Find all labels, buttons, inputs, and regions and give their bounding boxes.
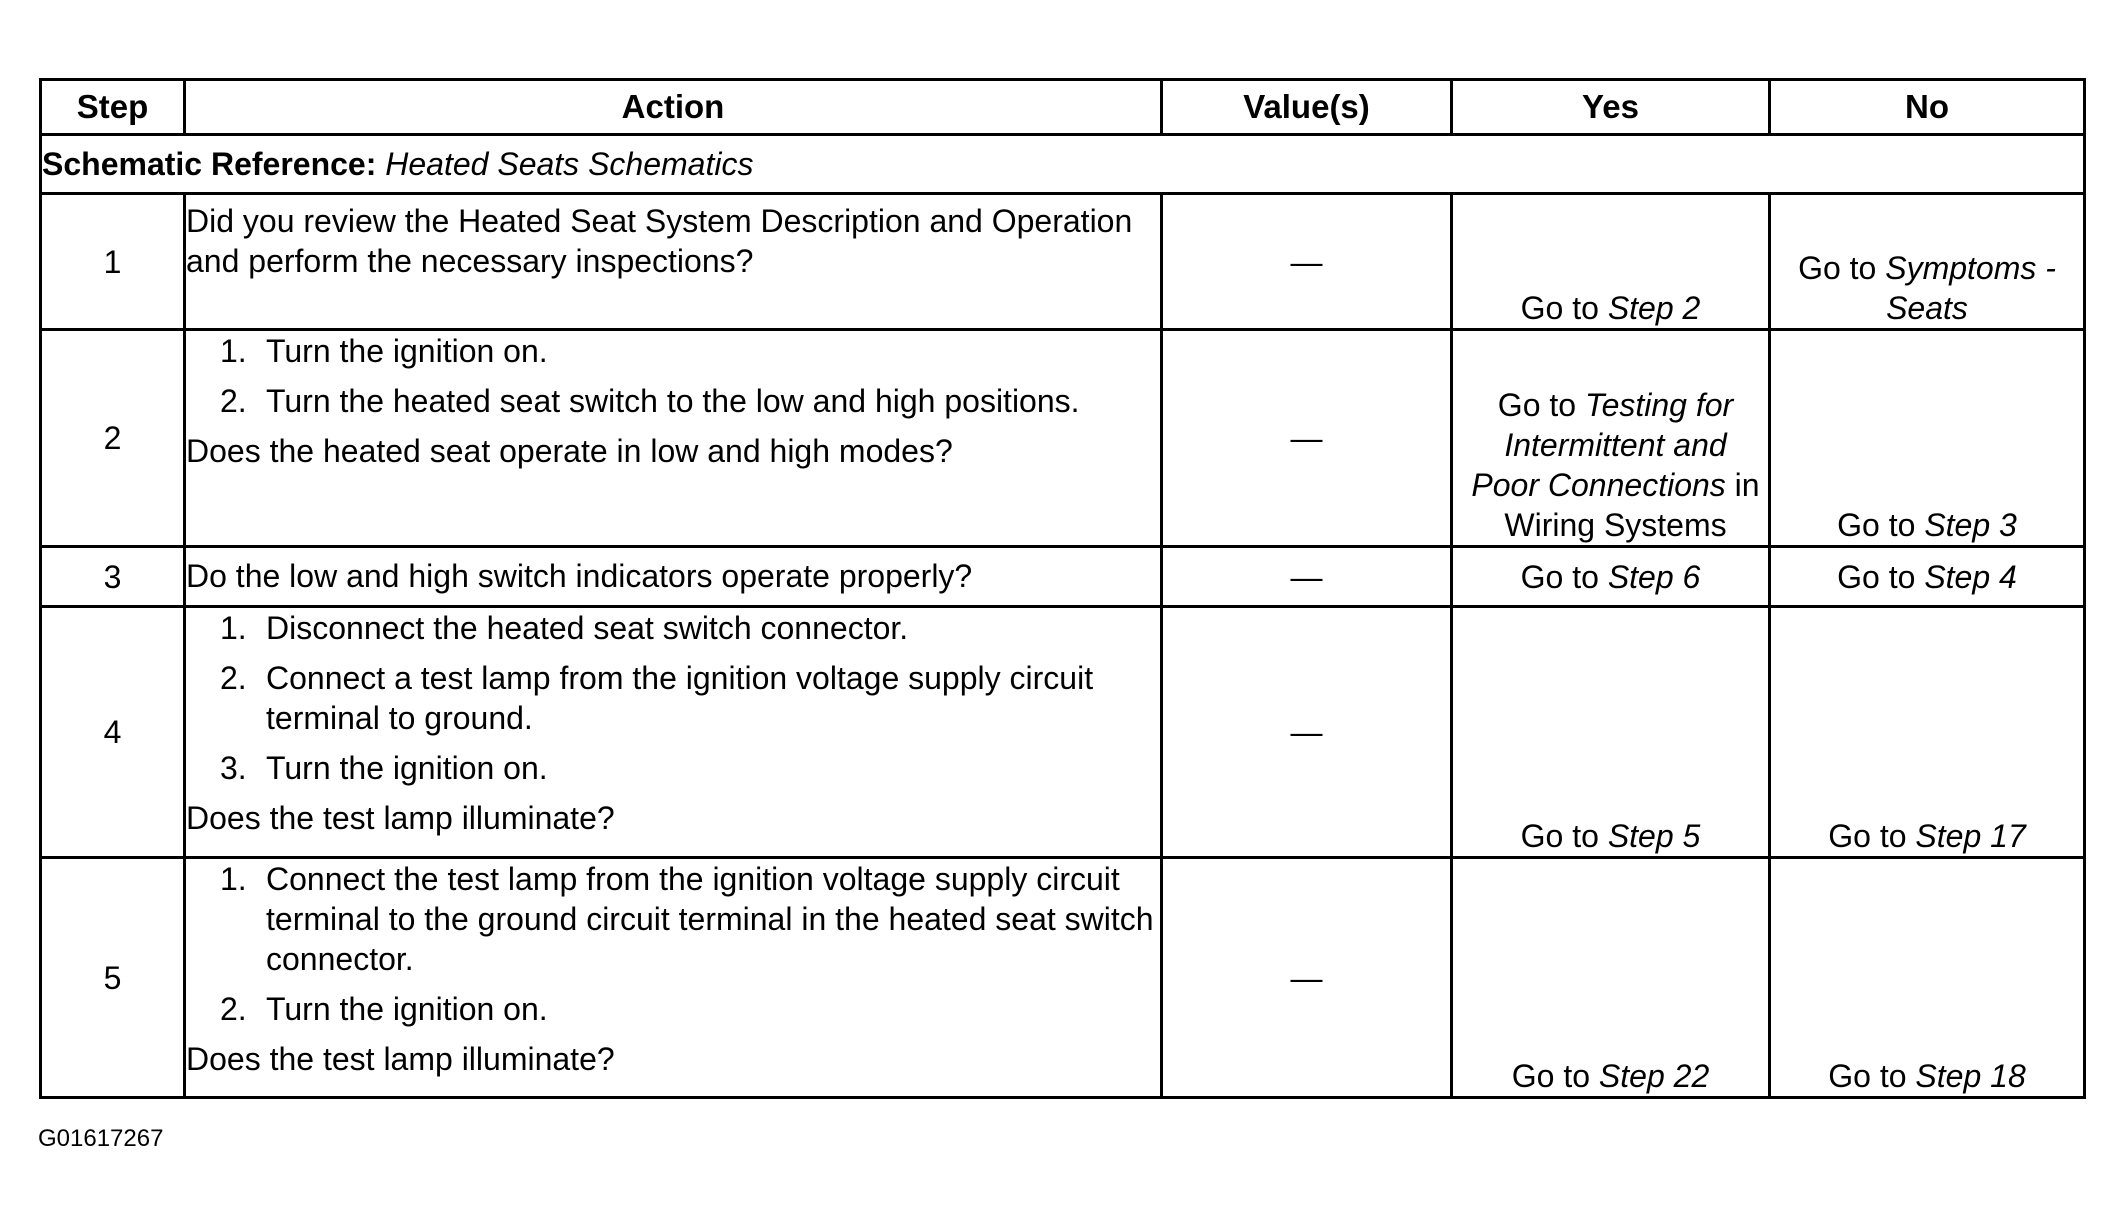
table-row — [41, 858, 2085, 1098]
yes-suffix: in Wiring Systems — [1504, 467, 1760, 543]
header-no: No — [1770, 80, 2085, 135]
no-target: Symptoms - Seats — [1885, 250, 2056, 326]
figure-id: G01617267 — [38, 1125, 164, 1152]
action-steps — [186, 608, 1160, 788]
value-cell: — — [1162, 858, 1452, 1098]
yes-cell — [1452, 547, 1770, 607]
action-cell — [185, 858, 1162, 1098]
action-steps — [186, 331, 1160, 421]
header-row — [41, 80, 2085, 135]
no-prefix: Go to — [1828, 1058, 1907, 1094]
action-step: 1. Disconnect the heated seat switch connector. — [220, 610, 909, 646]
yes-target: Step 22 — [1598, 1058, 1710, 1094]
yes-target: Step 6 — [1607, 558, 1701, 595]
action-step: 2. Connect a test lamp from the ignition voltage supply circuit terminal to ground. — [220, 660, 1094, 736]
header-values: Value(s) — [1162, 80, 1452, 135]
schematic-reference-label: Schematic Reference: — [42, 146, 377, 182]
action-question: Does the test lamp illuminate? — [186, 1041, 615, 1077]
action-question: Did you review the Heated Seat System Description and Operation and perform the necessary inspections? — [186, 203, 1133, 279]
no-cell — [1770, 547, 2085, 607]
yes-cell — [1452, 607, 1770, 858]
yes-cell — [1452, 194, 1770, 330]
yes-prefix: Go to — [1497, 387, 1577, 423]
no-prefix: Go to — [1837, 507, 1916, 543]
action-cell — [185, 194, 1162, 330]
no-prefix: Go to — [1828, 818, 1907, 854]
no-target: Step 4 — [1924, 558, 2017, 595]
no-cell — [1770, 858, 2085, 1098]
schematic-reference — [41, 135, 2085, 194]
step-number: 4 — [41, 607, 185, 858]
no-cell — [1770, 330, 2085, 547]
table-row — [41, 547, 2085, 607]
value-cell: — — [1162, 330, 1452, 547]
schematic-reference-link: Heated Seats Schematics — [385, 146, 754, 182]
step-number: 5 — [41, 858, 185, 1098]
no-prefix: Go to — [1837, 558, 1916, 595]
table-row — [41, 194, 2085, 330]
value-cell: — — [1162, 547, 1452, 607]
no-target: Step 17 — [1915, 818, 2026, 854]
yes-prefix: Go to — [1520, 558, 1599, 595]
diagnostic-table — [39, 78, 2086, 1099]
schematic-reference-row — [41, 135, 2085, 194]
no-cell — [1770, 607, 2085, 858]
action-steps — [186, 859, 1160, 1029]
header-action: Action — [185, 80, 1162, 135]
action-step: 2. Turn the ignition on. — [220, 991, 548, 1027]
action-step: 2. Turn the heated seat switch to the low and high positions. — [220, 383, 1080, 419]
no-prefix: Go to — [1798, 250, 1877, 286]
action-cell — [185, 547, 1162, 607]
table-row — [41, 330, 2085, 547]
header-step: Step — [41, 80, 185, 135]
table-row — [41, 607, 2085, 858]
step-number: 1 — [41, 194, 185, 330]
action-step: 1. Turn the ignition on. — [220, 333, 548, 369]
value-cell: — — [1162, 607, 1452, 858]
header-yes: Yes — [1452, 80, 1770, 135]
action-step: 3. Turn the ignition on. — [220, 750, 548, 786]
no-cell — [1770, 194, 2085, 330]
step-number: 2 — [41, 330, 185, 547]
yes-cell — [1452, 330, 1770, 547]
action-cell — [185, 607, 1162, 858]
yes-cell — [1452, 858, 1770, 1098]
action-step: 1. Connect the test lamp from the ignition voltage supply circuit terminal to the ground circuit terminal in the heated seat switch connector. — [220, 861, 1154, 977]
step-number: 3 — [41, 547, 185, 607]
yes-target: Testing for Intermittent and Poor Connections — [1471, 387, 1734, 503]
action-question: Does the test lamp illuminate? — [186, 800, 615, 836]
yes-target: Step 5 — [1607, 818, 1701, 854]
value-cell: — — [1162, 194, 1452, 330]
yes-prefix: Go to — [1520, 818, 1599, 854]
yes-prefix: Go to — [1511, 1058, 1591, 1094]
no-target: Step 18 — [1915, 1058, 2026, 1094]
no-target: Step 3 — [1924, 507, 2017, 543]
action-question: Does the heated seat operate in low and high modes? — [186, 433, 953, 469]
yes-prefix: Go to — [1520, 290, 1599, 326]
yes-target: Step 2 — [1607, 290, 1701, 326]
action-question: Do the low and high switch indicators operate properly? — [186, 558, 973, 594]
action-cell — [185, 330, 1162, 547]
